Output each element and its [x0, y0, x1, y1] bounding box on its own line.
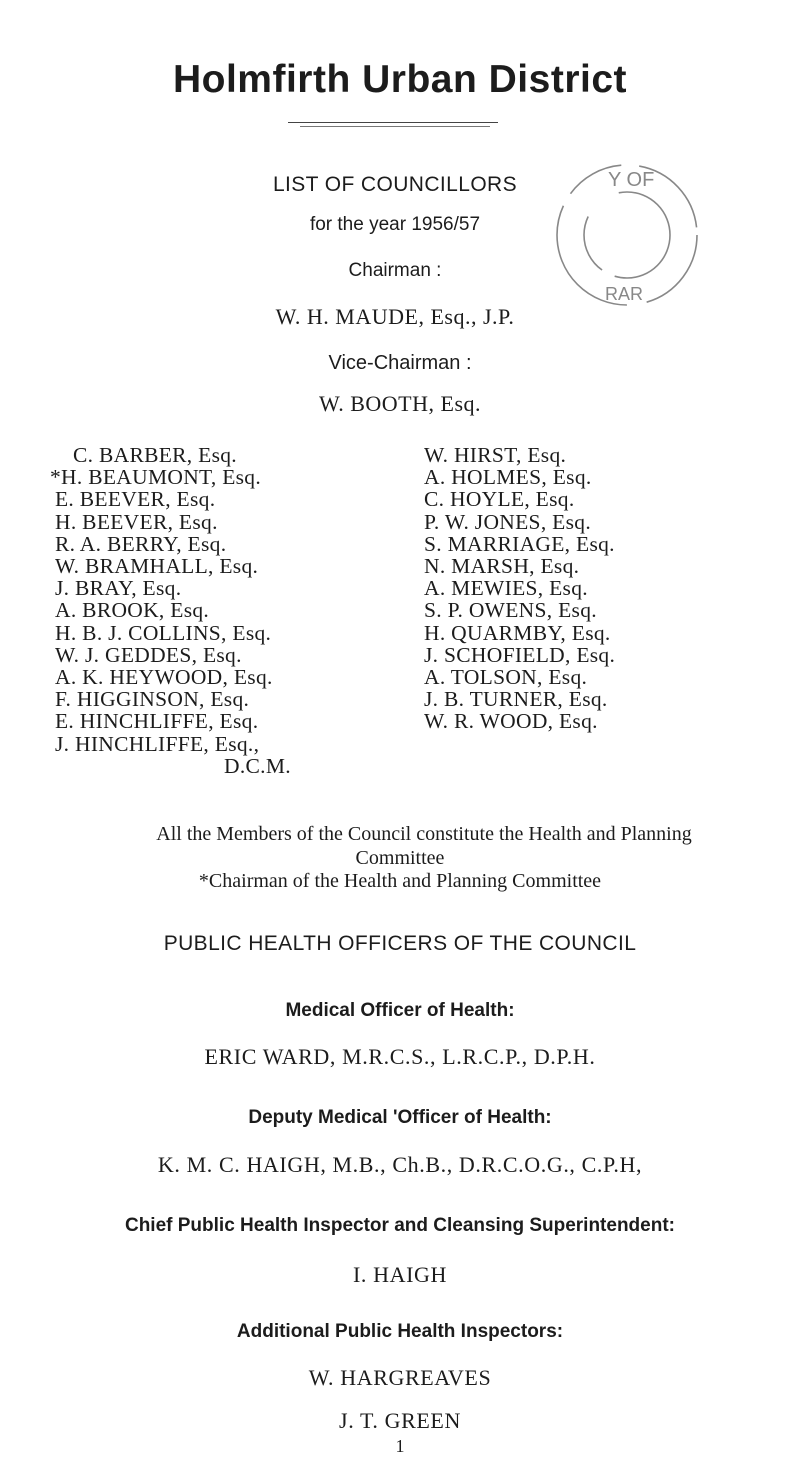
- councillor-item: W. BRAMHALL, Esq.: [55, 554, 259, 579]
- councillor-item: N. MARSH, Esq.: [424, 554, 580, 579]
- councillor-item: H. QUARMBY, Esq.: [424, 620, 611, 645]
- councillor-item: A. BROOK, Esq.: [55, 598, 210, 623]
- councillor-item: A. HOLMES, Esq.: [424, 465, 592, 490]
- chief-inspector-name: I. HAIGH: [352, 1262, 447, 1287]
- additional-inspector-name: W. HARGREAVES: [308, 1365, 492, 1390]
- list-heading: LIST OF COUNCILLORS: [272, 173, 518, 196]
- chairman-name: W. H. MAUDE, Esq., J.P.: [275, 304, 515, 329]
- chairman-footnote: *Chairman of the Health and Planning Committee: [198, 870, 602, 892]
- councillor-item: C. BARBER, Esq.: [73, 443, 237, 467]
- councillor-item: E. BEEVER, Esq.: [55, 487, 216, 512]
- council-seal-stamp: [542, 150, 712, 320]
- councillor-item: C. HOYLE, Esq.: [424, 487, 575, 512]
- councillor-item-continuation: D.C.M.: [224, 753, 291, 778]
- seal-top-text: Y OF: [608, 169, 655, 191]
- councillor-item: S. MARRIAGE, Esq.: [424, 531, 615, 556]
- year-line: for the year 1956/57: [309, 214, 481, 235]
- councillor-item: P. W. JONES, Esq.: [424, 509, 591, 534]
- councillor-item: *H. BEAUMONT, Esq.: [50, 465, 262, 490]
- councillor-item: J. SCHOFIELD, Esq.: [424, 642, 616, 667]
- councillor-item: S. P. OWENS, Esq.: [424, 598, 597, 623]
- additional-inspector-name: J. T. GREEN: [339, 1408, 461, 1433]
- councillor-item: E. HINCHLIFFE, Esq.: [55, 709, 259, 734]
- chief-inspector-label: Chief Public Health Inspector and Cleansing Superintendent:: [124, 1215, 675, 1236]
- councillor-item: J. BRAY, Esq.: [55, 576, 182, 601]
- committee-note: [0, 823, 800, 894]
- chairman-label: Chairman :: [348, 260, 442, 281]
- councillor-item: J. B. TURNER, Esq.: [424, 687, 608, 712]
- councillor-item: A. TOLSON, Esq.: [424, 665, 588, 690]
- councillor-item: W. HIRST, Esq.: [424, 443, 567, 467]
- moh-name: ERIC WARD, M.R.C.S., L.R.C.P., D.P.H.: [204, 1044, 596, 1069]
- councillor-item: F. HIGGINSON, Esq.: [55, 687, 250, 712]
- councillor-item: H. B. J. COLLINS, Esq.: [55, 620, 272, 645]
- councillor-item: J. HINCHLIFFE, Esq.,: [55, 731, 260, 756]
- councillor-item: A. MEWIES, Esq.: [424, 576, 588, 601]
- title-rule-thin: [300, 126, 490, 127]
- deputy-moh-name: K. M. C. HAIGH, M.B., Ch.B., D.R.C.O.G., C.P.H,: [157, 1152, 643, 1177]
- page-number: 1: [395, 1436, 405, 1456]
- seal-bottom-text: RAR: [605, 284, 644, 304]
- additional-inspectors-label: Additional Public Health Inspectors:: [236, 1321, 564, 1342]
- committee-note-line: Committee: [355, 846, 445, 869]
- councillors-left-column: [52, 444, 291, 777]
- councillor-item: W. R. WOOD, Esq.: [424, 709, 598, 734]
- councillor-item: A. K. HEYWOOD, Esq.: [55, 665, 273, 690]
- councillor-item: R. A. BERRY, Esq.: [55, 531, 227, 556]
- officers-heading: PUBLIC HEALTH OFFICERS OF THE COUNCIL: [163, 932, 637, 955]
- deputy-moh-label: Deputy Medical 'Officer of Health:: [248, 1107, 552, 1128]
- moh-label: Medical Officer of Health:: [285, 1000, 515, 1021]
- councillor-item: W. J. GEDDES, Esq.: [55, 642, 242, 667]
- title-rule: [288, 122, 498, 123]
- councillors-right-column: [424, 444, 615, 733]
- councillor-item: H. BEEVER, Esq.: [55, 509, 218, 534]
- vice-chairman-label: Vice-Chairman :: [328, 352, 472, 374]
- vice-chairman-name: W. BOOTH, Esq.: [318, 391, 482, 416]
- committee-note-line: All the Members of the Council constitute the Health and Planning: [156, 823, 692, 845]
- page-title: Holmfirth Urban District: [172, 58, 628, 101]
